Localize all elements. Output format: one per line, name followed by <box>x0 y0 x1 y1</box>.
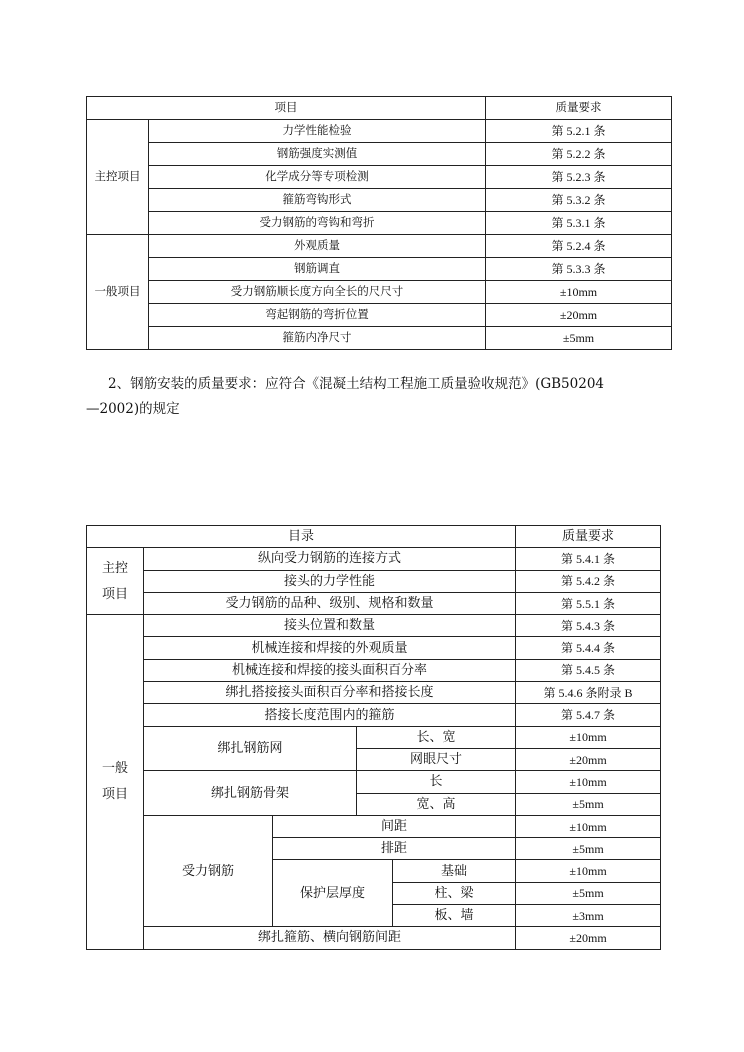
table-row <box>87 570 661 592</box>
force-row-spacing: 排距 <box>273 838 516 860</box>
row-item: 外观质量 <box>149 235 486 258</box>
cover-foundation: 基础 <box>393 860 516 882</box>
table-row <box>87 726 661 748</box>
row-requirement: ±5mm <box>516 838 661 860</box>
table-header-row <box>87 526 661 548</box>
row-requirement: 第 5.3.2 条 <box>486 189 672 212</box>
row-item: 力学性能检验 <box>149 120 486 143</box>
row-requirement: 第 5.2.2 条 <box>486 143 672 166</box>
cage-label: 绑扎钢筋骨架 <box>144 771 357 816</box>
mesh-label: 绑扎钢筋网 <box>144 726 357 771</box>
row-requirement: ±10mm <box>516 771 661 793</box>
row-requirement: ±20mm <box>516 927 661 949</box>
installation-quality-table <box>86 525 661 950</box>
table-row <box>87 281 672 304</box>
group-general: 一般 项目 <box>87 615 144 949</box>
row-requirement: ±5mm <box>516 882 661 904</box>
row-requirement: ±5mm <box>486 327 672 350</box>
row-requirement: 第 5.2.4 条 <box>486 235 672 258</box>
row-item: 绑扎搭接接头面积百分率和搭接长度 <box>144 682 516 704</box>
row-requirement: ±10mm <box>486 281 672 304</box>
cover-column-beam: 柱、梁 <box>393 882 516 904</box>
row-requirement: 第 5.4.3 条 <box>516 615 661 637</box>
table-row <box>87 704 661 726</box>
row-requirement: 第 5.4.5 条 <box>516 659 661 681</box>
stirrup-spacing: 绑扎箍筋、横向钢筋间距 <box>144 927 516 949</box>
row-item: 箍筋内净尺寸 <box>149 327 486 350</box>
table-row <box>87 615 661 637</box>
row-item: 机械连接和焊接的外观质量 <box>144 637 516 659</box>
row-requirement: ±10mm <box>516 815 661 837</box>
table-row <box>87 258 672 281</box>
table-row <box>87 143 672 166</box>
table-row <box>87 682 661 704</box>
row-requirement: 第 5.5.1 条 <box>516 592 661 614</box>
header-item: 项目 <box>87 97 486 120</box>
header-requirement: 质量要求 <box>516 526 661 548</box>
group-main-control: 主控 项目 <box>87 548 144 615</box>
table-row <box>87 548 661 570</box>
row-requirement: ±20mm <box>516 748 661 770</box>
table-row <box>87 815 661 837</box>
cage-length: 长 <box>357 771 516 793</box>
row-item: 受力钢筋的弯钩和弯折 <box>149 212 486 235</box>
row-item: 弯起钢筋的弯折位置 <box>149 304 486 327</box>
row-item: 接头位置和数量 <box>144 615 516 637</box>
material-quality-table <box>86 96 672 350</box>
installation-requirement-paragraph <box>86 372 668 422</box>
table-row <box>87 327 672 350</box>
row-requirement: 第 5.3.3 条 <box>486 258 672 281</box>
header-requirement: 质量要求 <box>486 97 672 120</box>
table-row <box>87 927 661 949</box>
header-item: 目录 <box>87 526 516 548</box>
row-item: 化学成分等专项检测 <box>149 166 486 189</box>
table-row <box>87 120 672 143</box>
row-requirement: ±3mm <box>516 905 661 927</box>
row-requirement: 第 5.3.1 条 <box>486 212 672 235</box>
paragraph-line-1: 2、钢筋安装的质量要求：应符合《混凝土结构工程施工质量验收规范》(GB50204 <box>108 376 605 392</box>
row-requirement: 第 5.2.1 条 <box>486 120 672 143</box>
row-requirement: 第 5.4.6 条附录 B <box>516 682 661 704</box>
row-item: 机械连接和焊接的接头面积百分率 <box>144 659 516 681</box>
row-item: 纵向受力钢筋的连接方式 <box>144 548 516 570</box>
row-requirement: ±20mm <box>486 304 672 327</box>
cage-width-height: 宽、高 <box>357 793 516 815</box>
row-requirement: ±5mm <box>516 793 661 815</box>
row-item: 受力钢筋顺长度方向全长的尺尺寸 <box>149 281 486 304</box>
table-header-row <box>87 97 672 120</box>
mesh-opening-size: 网眼尺寸 <box>357 748 516 770</box>
paragraph-line-2: —2002)的规定 <box>86 401 180 417</box>
table-row <box>87 659 661 681</box>
row-item: 受力钢筋的品种、级别、规格和数量 <box>144 592 516 614</box>
cover-thickness-label: 保护层厚度 <box>273 860 393 927</box>
table-row <box>87 771 661 793</box>
table-row <box>87 592 661 614</box>
row-requirement: ±10mm <box>516 726 661 748</box>
group-general: 一般项目 <box>87 235 149 350</box>
row-requirement: 第 5.2.3 条 <box>486 166 672 189</box>
row-item: 接头的力学性能 <box>144 570 516 592</box>
row-requirement: 第 5.4.1 条 <box>516 548 661 570</box>
row-requirement: 第 5.4.2 条 <box>516 570 661 592</box>
row-requirement: 第 5.4.4 条 <box>516 637 661 659</box>
table-row <box>87 166 672 189</box>
table-row <box>87 189 672 212</box>
row-item: 搭接长度范围内的箍筋 <box>144 704 516 726</box>
cover-slab-wall: 板、墙 <box>393 905 516 927</box>
force-spacing: 间距 <box>273 815 516 837</box>
row-item: 箍筋弯钩形式 <box>149 189 486 212</box>
force-bar-label: 受力钢筋 <box>144 815 273 926</box>
row-item: 钢筋强度实测值 <box>149 143 486 166</box>
table-row <box>87 235 672 258</box>
row-requirement: ±10mm <box>516 860 661 882</box>
table-row <box>87 637 661 659</box>
group-main-control: 主控项目 <box>87 120 149 235</box>
row-requirement: 第 5.4.7 条 <box>516 704 661 726</box>
mesh-length-width: 长、宽 <box>357 726 516 748</box>
row-item: 钢筋调直 <box>149 258 486 281</box>
table-row <box>87 304 672 327</box>
table-row <box>87 212 672 235</box>
